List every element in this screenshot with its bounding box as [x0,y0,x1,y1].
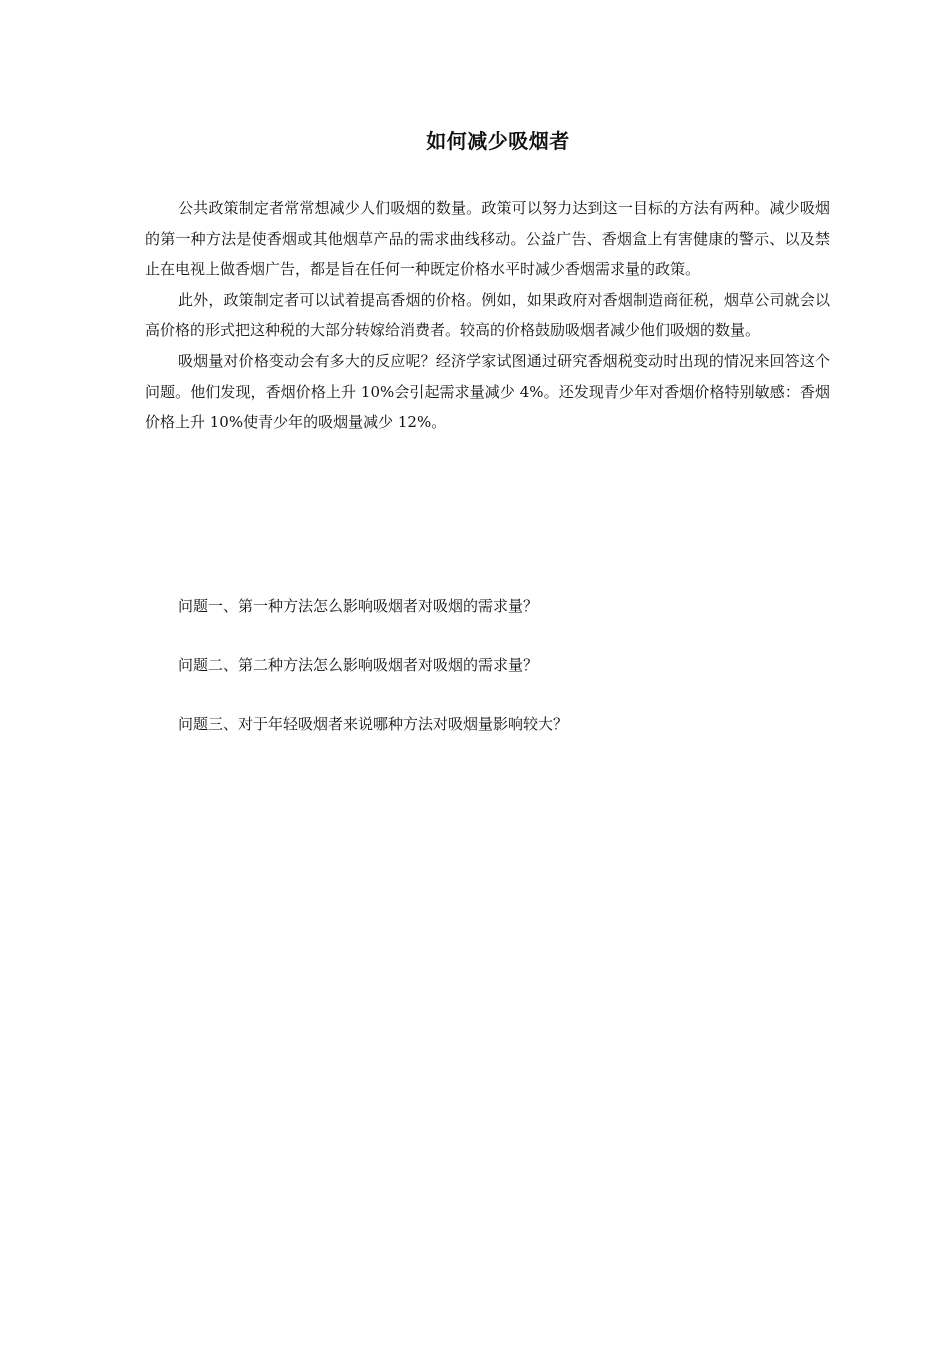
document-body [145,193,830,438]
paragraph-policy-methods: 公共政策制定者常常想减少人们吸烟的数量。政策可以努力达到这一目标的方法有两种。减少吸烟的第一种方法是使香烟或其他烟草产品的需求曲线移动。公益广告、香烟盒上有害健康的警示、以及禁止在电视上做香烟广告，都是旨在任何一种既定价格水平时减少香烟需求量的政策。 [145,199,830,279]
question-item-3: 问题三、对于年轻吸烟者来说哪种方法对吸烟量影响较大？ [178,715,569,733]
question-item-2: 问题二、第二种方法怎么影响吸烟者对吸烟的需求量？ [178,656,539,674]
paragraph-price-elasticity: 吸烟量对价格变动会有多大的反应呢？经济学家试图通过研究香烟税变动时出现的情况来回答这个问题。他们发现，香烟价格上升 10%会引起需求量减少 4%。还发现青少年对香烟价格特别敏感：香烟价格上升 10%使青少年的吸烟量减少 12%。 [145,351,830,432]
question-list [178,591,818,768]
question-item-1: 问题一、第一种方法怎么影响吸烟者对吸烟的需求量？ [178,597,539,615]
document-title: 如何减少吸烟者 [426,129,570,153]
paragraph-raise-price: 此外，政策制定者可以试着提高香烟的价格。例如，如果政府对香烟制造商征税，烟草公司就会以高价格的形式把这种税的大部分转嫁给消费者。较高的价格鼓励吸烟者减少他们吸烟的数量。 [145,290,830,340]
